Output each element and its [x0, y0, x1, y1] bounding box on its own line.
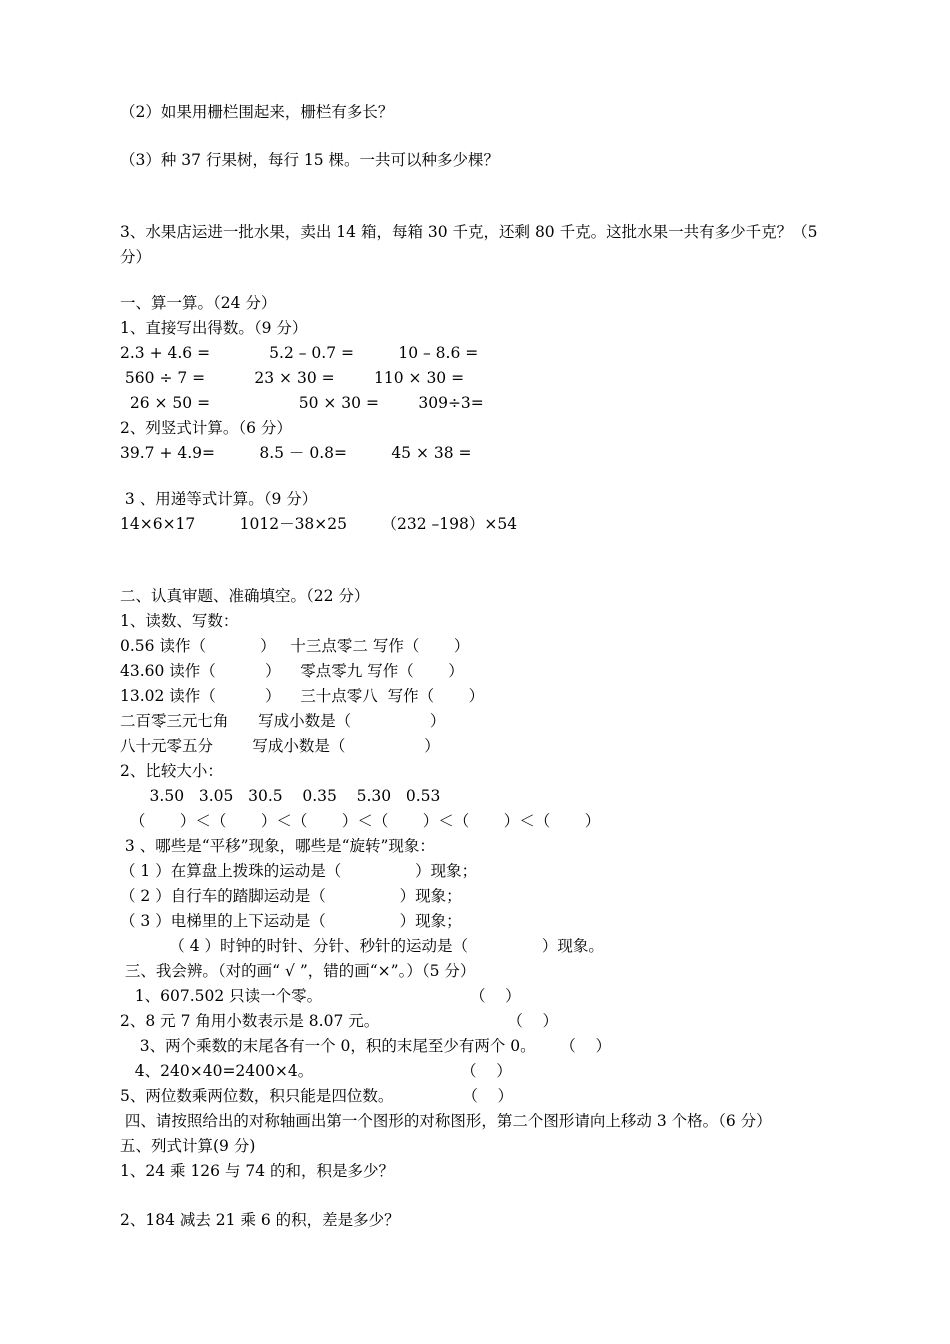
- text-line: 二百零三元七角 写成小数是（ ）: [120, 712, 446, 730]
- section-heading: 五、列式计算(9 分): [120, 1137, 256, 1155]
- text-line: 26 × 50 = 50 × 30 = 309÷3=: [120, 394, 484, 412]
- text-line: 3 、哪些是“平移”现象，哪些是“旋转”现象：: [120, 837, 435, 855]
- text-line: （ 2 ）自行车的踏脚运动是（ ）现象；: [120, 887, 462, 905]
- text-line: 2、184 减去 21 乘 6 的积，差是多少？: [120, 1211, 400, 1229]
- section-heading: 一、算一算。（24 分）: [120, 294, 277, 312]
- text-line: 1、读数、写数：: [120, 612, 239, 630]
- section-heading: 四、请按照给出的对称轴画出第一个图形的对称图形，第二个图形请向上移动 3 个格。（6 分）: [120, 1112, 772, 1130]
- text-line: （2）如果用栅栏围起来，栅栏有多长？: [120, 103, 394, 121]
- text-line: 1、607.502 只读一个零。 （ ）: [120, 987, 521, 1005]
- text-line: 2.3 + 4.6 = 5.2 – 0.7 = 10 – 8.6 =: [120, 344, 479, 362]
- text-line: 八十元零五分 写成小数是（ ）: [120, 737, 440, 755]
- text-line: 3、两个乘数的末尾各有一个 0，积的末尾至少有两个 0。 （ ）: [120, 1037, 611, 1055]
- text-line: 3、水果店运进一批水果，卖出 14 箱，每箱 30 千克，还剩 80 千克。这批水果一共有多少千克？（5: [120, 223, 818, 241]
- text-line: 2、比较大小：: [120, 762, 223, 780]
- text-line: 2、8 元 7 角用小数表示是 8.07 元。 （ ）: [120, 1012, 559, 1030]
- text-line: 0.56 读作（ ） 十三点零二 写作（ ）: [120, 637, 470, 655]
- text-line: 43.60 读作（ ） 零点零九 写作（ ）: [120, 662, 464, 680]
- text-line: 1、24 乘 126 与 74 的和，积是多少？: [120, 1162, 395, 1180]
- text-line: 3.50 3.05 30.5 0.35 5.30 0.53: [120, 787, 441, 805]
- text-line: 14×6×17 1012－38×25 （232 –198）×54: [120, 515, 518, 533]
- text-line: （ 1 ）在算盘上拨珠的运动是（ ）现象；: [120, 862, 478, 880]
- text-line: 3 、用递等式计算。（9 分）: [120, 490, 318, 508]
- section-heading: 三、我会辨。（对的画“ √ ”，错的画“×”。）（5 分）: [120, 962, 476, 980]
- text-line: 13.02 读作（ ） 三十点零八 写作（ ）: [120, 687, 485, 705]
- text-line: （ 4 ）时钟的时针、分针、秒针的运动是（ ）现象。: [120, 937, 604, 955]
- text-line: 4、240×40=2400×4。 （ ）: [120, 1062, 512, 1080]
- text-line: 560 ÷ 7 = 23 × 30 = 110 × 30 =: [120, 369, 465, 387]
- text-line: （ 3 ）电梯里的上下运动是（ ）现象；: [120, 912, 462, 930]
- text-line: 2、列竖式计算。（6 分）: [120, 419, 292, 437]
- text-line: （ ）＜（ ）＜（ ）＜（ ）＜（ ）＜（ ）: [120, 812, 601, 830]
- text-line: （3）种 37 行果树，每行 15 棵。一共可以种多少棵？: [120, 151, 500, 169]
- text-line: 1、直接写出得数。（9 分）: [120, 319, 308, 337]
- section-heading: 二、认真审题、准确填空。（22 分）: [120, 587, 370, 605]
- text-line: 5、两位数乘两位数，积只能是四位数。 （ ）: [120, 1087, 514, 1105]
- text-line: 39.7 + 4.9= 8.5 － 0.8= 45 × 38 =: [120, 444, 472, 462]
- text-line: 分）: [120, 248, 152, 266]
